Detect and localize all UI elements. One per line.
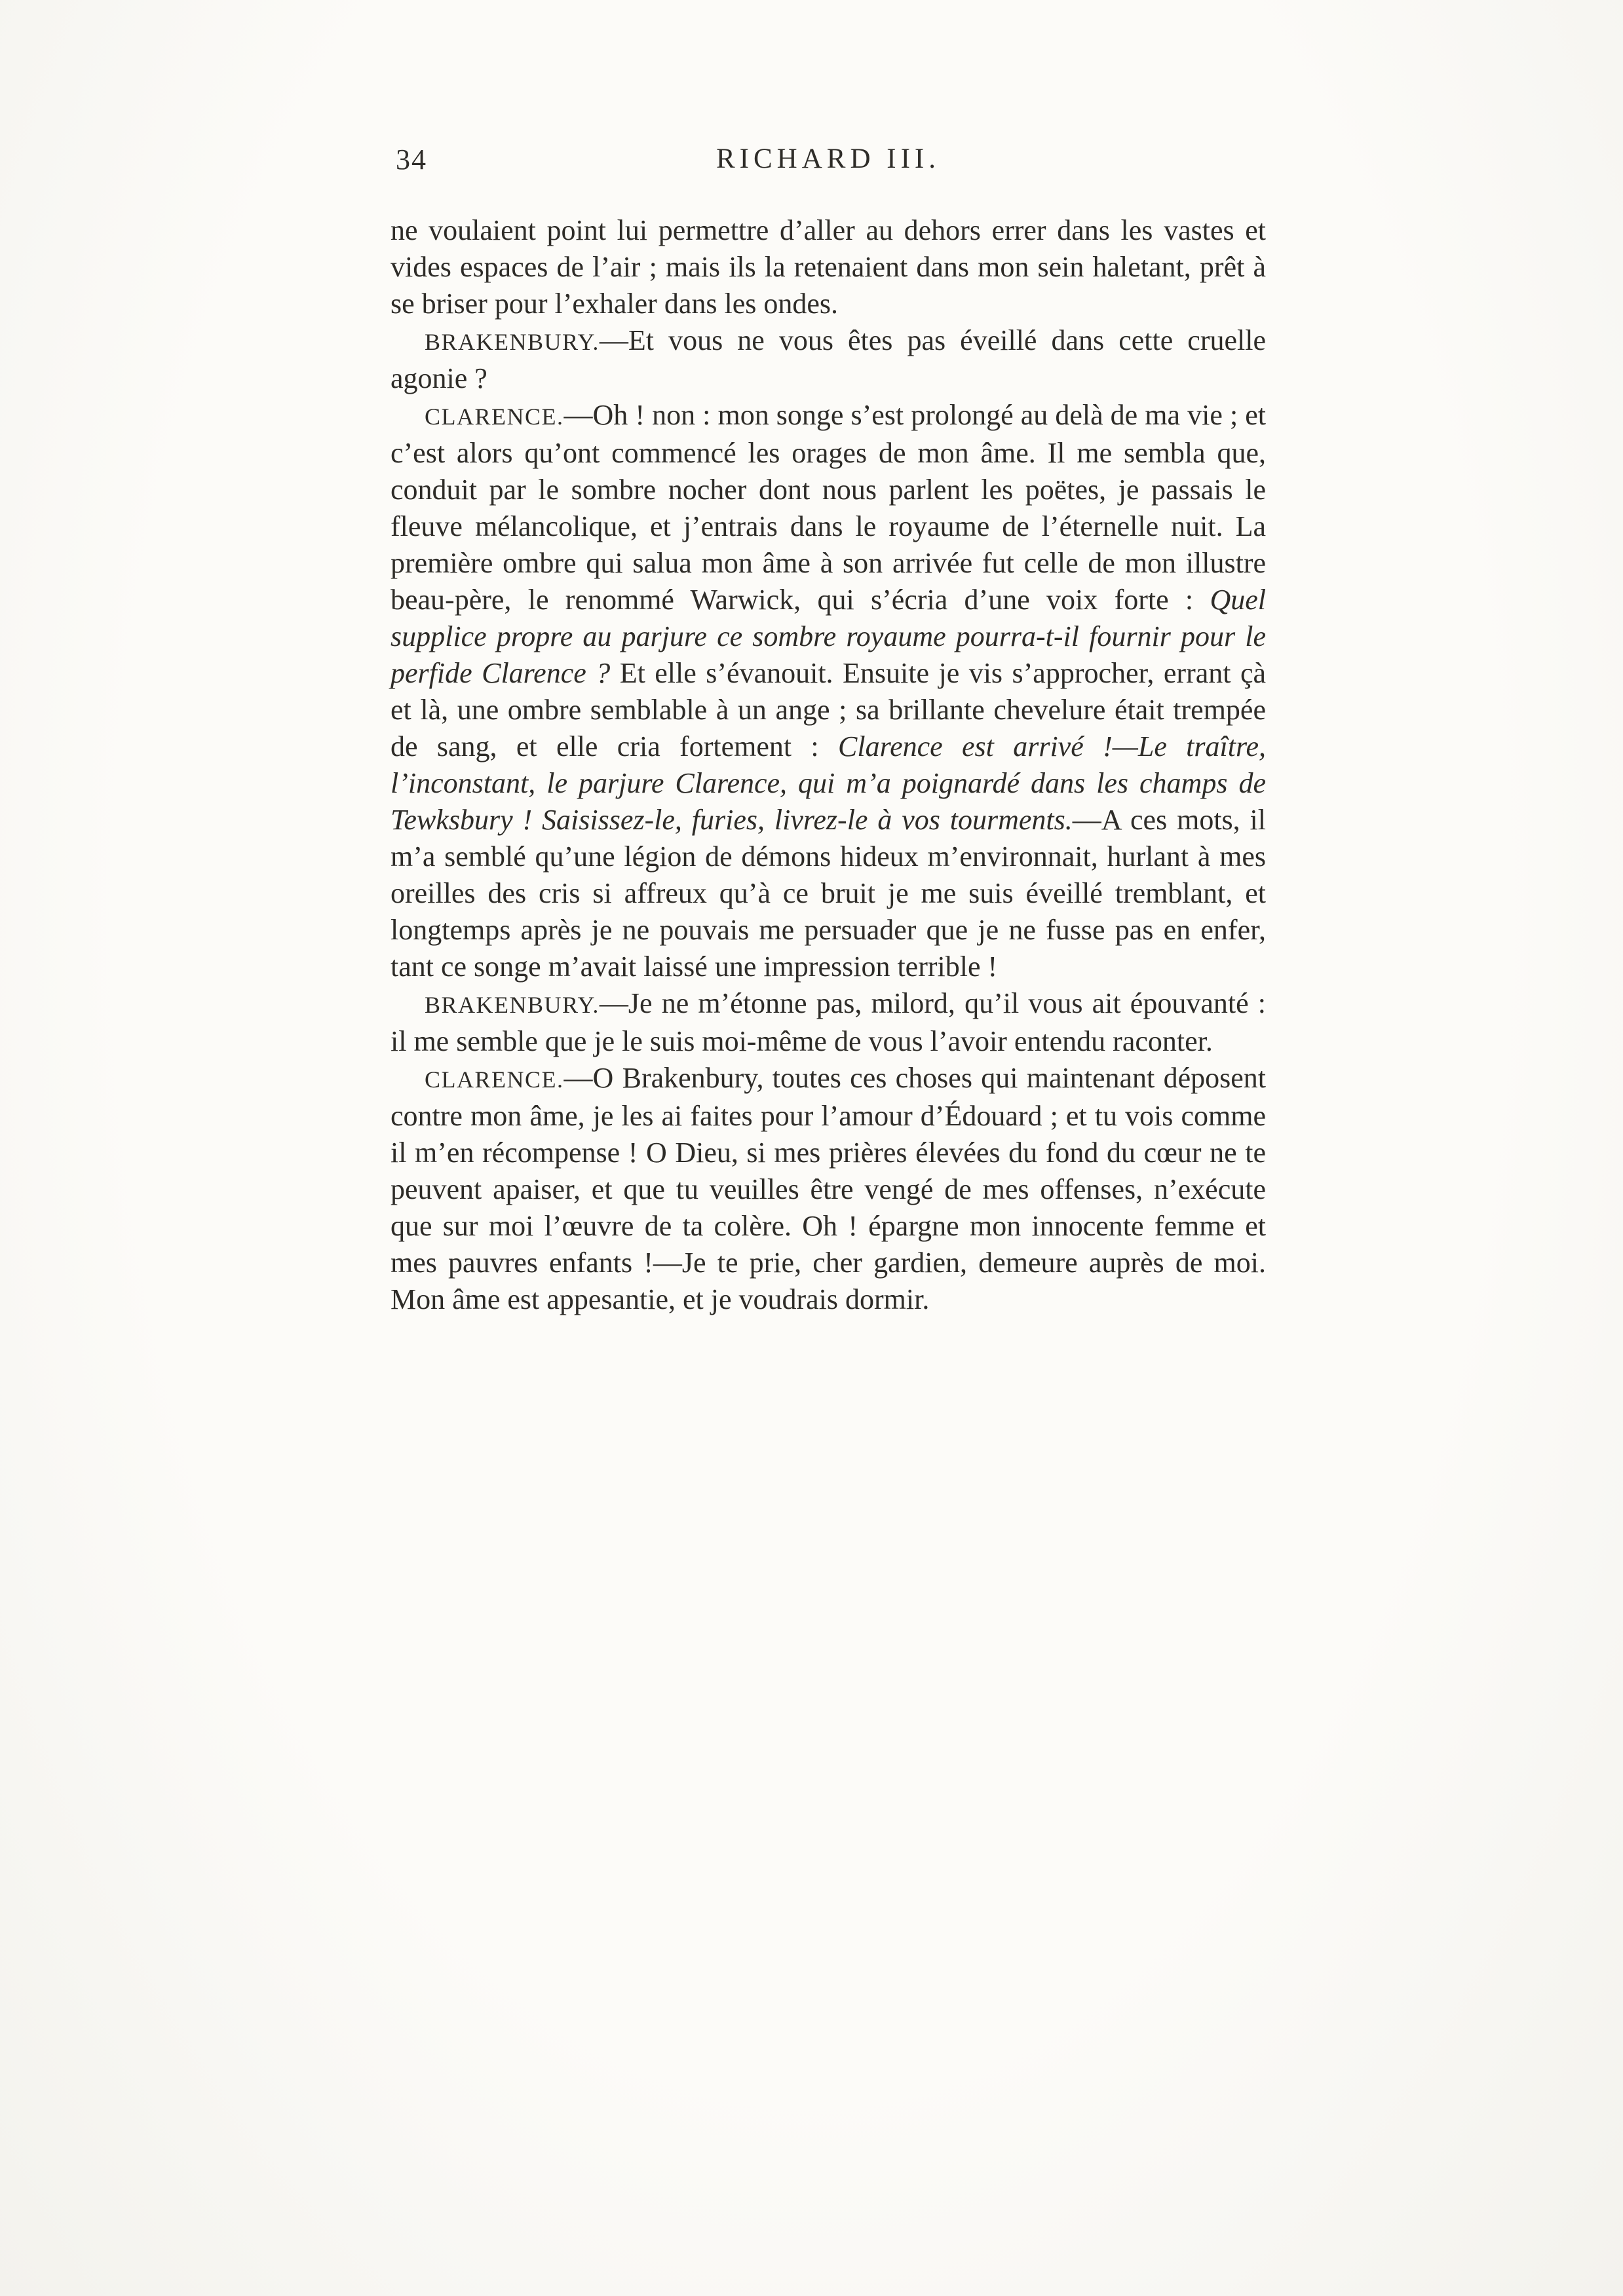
speaker-name: BRAKENBURY.: [425, 992, 600, 1018]
text-segment: —O Brakenbury, toutes ces choses qui maintenant déposent contre mon âme, je les ai faites pour l’amour d’Édouard ; et tu vois comme il m’en récompense ! O Dieu, si mes prières élevées du fond du cœur ne te peuvent apaiser, et que tu veuilles être vengé de mes offenses, n’exécute que sur moi l’œuvre de ta colère. Oh ! épargne mon innocente femme et mes pauvres enfants !—Je te prie, cher gardien, demeure auprès de moi. Mon âme est appesantie, et je voudrais dormir.: [391, 1062, 1266, 1315]
paragraph: [391, 397, 1266, 985]
text-segment: —Oh ! non : mon songe s’est prolongé au delà de ma vie ; et c’est alors qu’ont commencé les orages de mon âme. Il me sembla que, conduit par le sombre nocher dont nous parlent les poëtes, je passais le fleuve mélancolique, et j’entrais dans le royaume de l’éternelle nuit. La première ombre qui salua mon âme à son arrivée fut celle de mon illustre beau-père, le renommé Warwick, qui s’écria d’une voix forte :: [391, 399, 1266, 616]
speaker-name: CLARENCE.: [425, 404, 564, 430]
text-segment: —A ces mots, il m’a semblé qu’une légion de démons hideux m’environnait, hurlant à mes oreilles des cris si affreux qu’à ce bruit je me suis éveillé tremblant, et longtemps après je ne pouvais me persuader que je ne fusse pas en enfer, tant ce songe m’avait laissé une impression terrible !: [391, 804, 1266, 983]
paragraph: [391, 1060, 1266, 1318]
paragraph: [391, 212, 1266, 322]
page-content: [391, 143, 1266, 1318]
text-segment: Quel supplice propre au parjure ce sombre royaume pourra-t-il fournir pour le perfide Clarence ?: [391, 584, 1266, 689]
running-head: [391, 143, 1266, 189]
text-segment: ne voulaient point lui permettre d’aller au dehors errer dans les vastes et vides espaces de l’air ; mais ils la retenaient dans mon sein haletant, prêt à se briser pour l’exhaler dans les ondes.: [391, 214, 1266, 320]
text-segment: —Et vous ne vous êtes pas éveillé dans cette cruelle agonie ?: [391, 324, 1266, 394]
speaker-name: BRAKENBURY.: [425, 329, 600, 355]
running-title: RICHARD III.: [716, 143, 940, 174]
speaker-name: CLARENCE.: [425, 1066, 564, 1093]
text-segment: Clarence est arrivé !—Le traître, l’inconstant, le parjure Clarence, qui m’a poignardé dans les champs de Tewksbury ! Saisissez-le, furies, livrez-le à vos tourments.: [391, 730, 1266, 836]
page-number: 34: [396, 143, 427, 176]
text-body: [391, 212, 1266, 1318]
paragraph: [391, 322, 1266, 397]
paragraph: [391, 985, 1266, 1060]
text-segment: —Je ne m’étonne pas, milord, qu’il vous ait épouvanté : il me semble que je le suis moi-même de vous l’avoir entendu raconter.: [391, 987, 1266, 1057]
text-segment: Et elle s’évanouit. Ensuite je vis s’approcher, errant çà et là, une ombre semblable à un ange ; sa brillante chevelure était trempée de sang, et elle cria fortement :: [391, 657, 1267, 762]
